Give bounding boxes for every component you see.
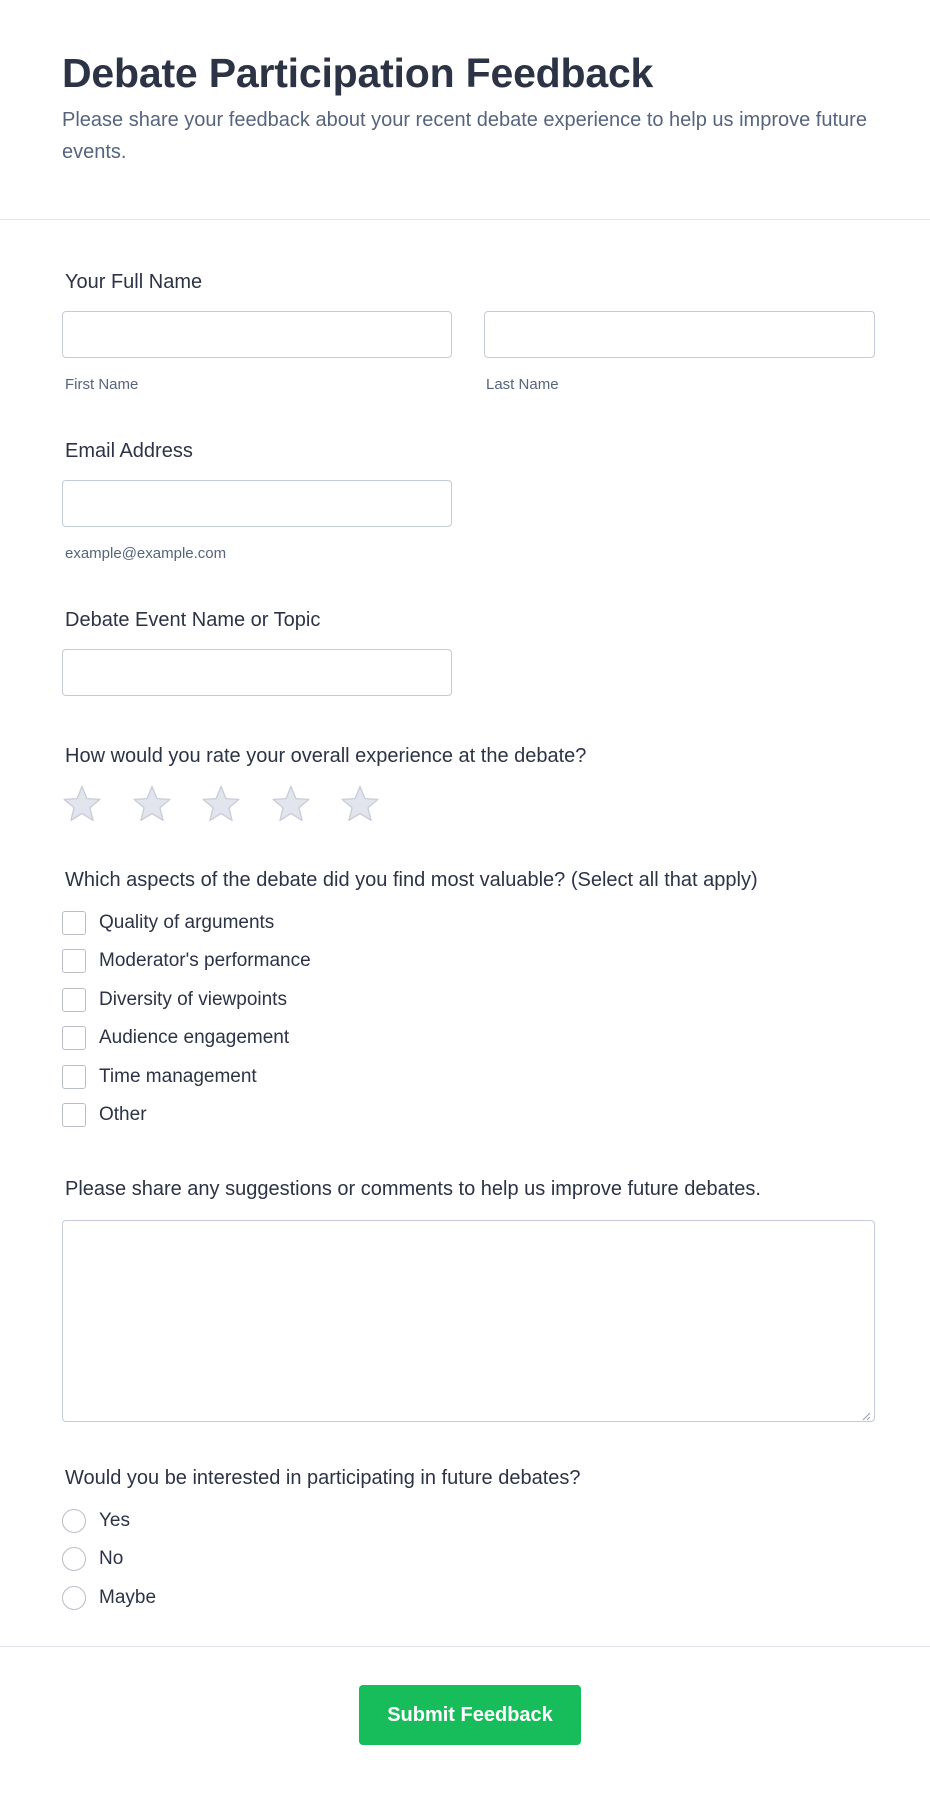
checkbox[interactable] [62, 1026, 86, 1050]
aspect-option-label: Moderator's performance [99, 950, 311, 971]
star-icon[interactable] [62, 784, 102, 824]
event-name-label: Debate Event Name or Topic [65, 609, 321, 631]
checkbox[interactable] [62, 911, 86, 935]
comments-textarea[interactable] [62, 1220, 875, 1422]
aspect-option-label: Quality of arguments [99, 912, 275, 933]
form-title: Debate Participation Feedback [62, 50, 654, 96]
submit-button[interactable]: Submit Feedback [359, 1685, 581, 1745]
resize-handle-icon[interactable] [861, 1408, 871, 1418]
star-icon[interactable] [340, 784, 380, 824]
aspects-label: Which aspects of the debate did you find most valuable? (Select all that apply) [65, 869, 758, 891]
checkbox[interactable] [62, 949, 86, 973]
event-name-input[interactable] [62, 649, 452, 696]
radio[interactable] [62, 1547, 86, 1571]
email-input[interactable] [62, 480, 452, 527]
radio[interactable] [62, 1586, 86, 1610]
first-name-input[interactable] [62, 311, 452, 358]
comments-label: Please share any suggestions or comments to help us improve future debates. [65, 1178, 761, 1200]
checkbox[interactable] [62, 988, 86, 1012]
checkbox[interactable] [62, 1103, 86, 1127]
future-label: Would you be interested in participating in future debates? [65, 1467, 581, 1489]
future-option-label: Yes [99, 1510, 130, 1531]
rating-label: How would you rate your overall experience at the debate? [65, 745, 587, 767]
radio[interactable] [62, 1509, 86, 1533]
checkbox[interactable] [62, 1065, 86, 1089]
full-name-label: Your Full Name [65, 271, 203, 293]
email-label: Email Address [65, 440, 193, 462]
email-sublabel: example@example.com [65, 545, 227, 562]
aspect-option-label: Diversity of viewpoints [99, 989, 287, 1010]
star-icon[interactable] [132, 784, 172, 824]
star-icon[interactable] [271, 784, 311, 824]
aspect-option-label: Audience engagement [99, 1027, 290, 1048]
divider [0, 1646, 930, 1647]
last-name-sublabel: Last Name [486, 376, 559, 393]
form-header [0, 0, 930, 220]
last-name-input[interactable] [484, 311, 875, 358]
aspect-option-label: Other [99, 1104, 147, 1125]
first-name-sublabel: First Name [65, 376, 139, 393]
star-icon[interactable] [201, 784, 241, 824]
aspect-option-label: Time management [99, 1066, 257, 1087]
form-subtitle: Please share your feedback about your recent debate experience to help us improve future events. [62, 109, 867, 163]
future-option-label: No [99, 1548, 124, 1569]
future-option-label: Maybe [99, 1587, 157, 1608]
